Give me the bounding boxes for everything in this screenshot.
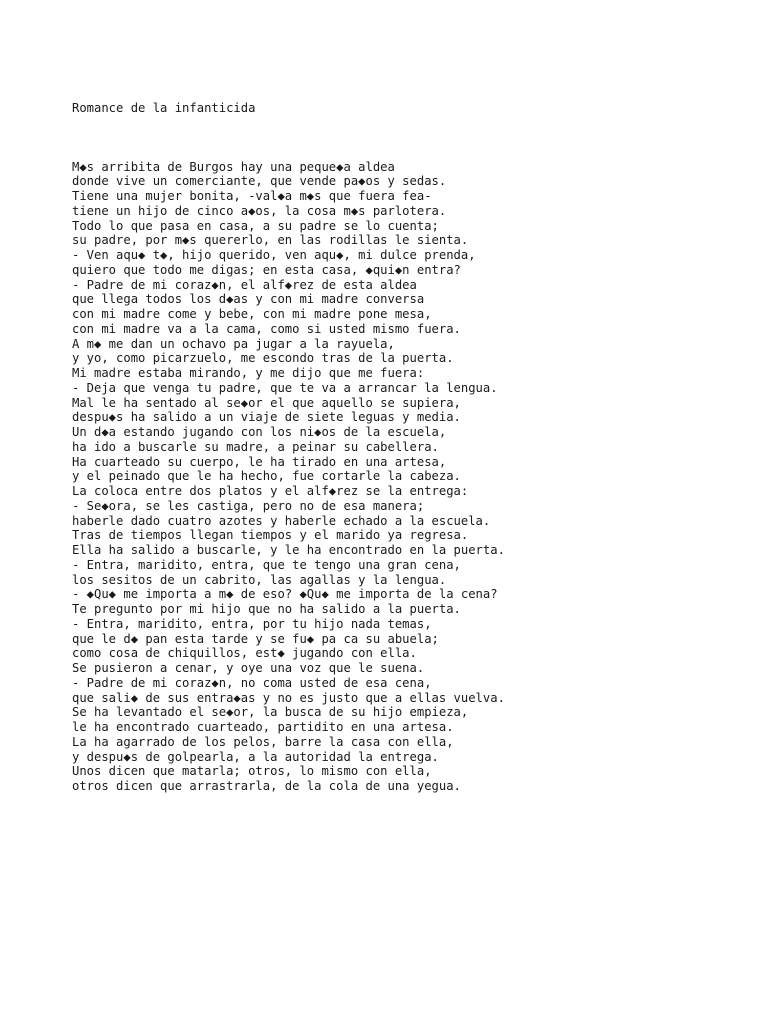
poem-line: Tras de tiempos llegan tiempos y el marido ya regresa.	[72, 528, 469, 543]
poem-line: que sali◆ de sus entra◆as y no es justo que a ellas vuelva.	[72, 690, 505, 705]
poem-line: A m◆ me dan un ochavo pa jugar a la rayuela,	[72, 336, 395, 351]
poem-line: Ella ha salido a buscarle, y le ha encontrado en la puerta.	[72, 543, 505, 557]
poem-line: - Se◆ora, se les castiga, pero no de esa manera;	[72, 498, 425, 513]
poem-line: con mi madre va a la cama, como si usted mismo fuera.	[72, 321, 461, 336]
poem-line: los sesitos de un cabrito, las agallas y la lengua.	[72, 572, 447, 587]
poem-line: Mal le ha sentado al se◆or el que aquello se supiera,	[72, 395, 461, 410]
document-page	[72, 71, 732, 809]
poem-line: su padre, por m◆s quererlo, en las rodillas le sienta.	[72, 233, 469, 248]
poem-line: como cosa de chiquillos, est◆ jugando con ella.	[72, 646, 417, 661]
poem-line: otros dicen que arrastrarla, de la cola de una yegua.	[72, 779, 461, 793]
poem-line: y el peinado que le ha hecho, fue cortarle la cabeza.	[72, 469, 461, 484]
poem-line: donde vive un comerciante, que vende pa◆os y sedas.	[72, 174, 447, 189]
poem-line: Unos dicen que matarla; otros, lo mismo con ella,	[72, 764, 432, 779]
poem-line: Ha cuarteado su cuerpo, le ha tirado en una artesa,	[72, 454, 447, 469]
poem-line: quiero que todo me digas; en esta casa, ◆qui◆n entra?	[72, 262, 461, 277]
poem-line: tiene un hijo de cinco a◆os, la cosa m◆s parlotera.	[72, 203, 447, 218]
poem-line: - ◆Qu◆ me importa a m◆ de eso? ◆Qu◆ me importa de la cena?	[72, 587, 498, 602]
document-title: Romance de la infanticida	[72, 100, 256, 115]
poem-line: Mi madre estaba mirando, y me dijo que me fuera:	[72, 366, 425, 380]
poem-line: - Entra, maridito, entra, que te tengo una gran cena,	[72, 557, 461, 572]
poem-line: haberle dado cuatro azotes y haberle echado a la escuela.	[72, 513, 491, 528]
poem-line: y despu◆s de golpearla, a la autoridad la entrega.	[72, 749, 439, 764]
poem-line: - Ven aqu◆ t◆, hijo querido, ven aqu◆, mi dulce prenda,	[72, 248, 476, 262]
poem-body	[72, 160, 732, 794]
poem-line: Te pregunto por mi hijo que no ha salido a la puerta.	[72, 602, 461, 616]
poem-line: que le d◆ pan esta tarde y se fu◆ pa ca su abuela;	[72, 631, 439, 646]
poem-line: Se pusieron a cenar, y oye una voz que le suena.	[72, 661, 425, 675]
poem-line: Se ha levantado el se◆or, la busca de su hijo empieza,	[72, 705, 469, 720]
poem-line: Un d◆a estando jugando con los ni◆os de la escuela,	[72, 425, 447, 439]
poem-line: La ha agarrado de los pelos, barre la casa con ella,	[72, 734, 454, 749]
poem-line: Todo lo que pasa en casa, a su padre se lo cuenta;	[72, 218, 439, 233]
poem-line: - Deja que venga tu padre, que te va a arrancar la lengua.	[72, 380, 498, 395]
poem-line: - Entra, maridito, entra, por tu hijo nada temas,	[72, 616, 432, 631]
poem-line: - Padre de mi coraz◆n, el alf◆rez de esta aldea	[72, 277, 417, 292]
poem-line: le ha encontrado cuarteado, partidito en una artesa.	[72, 720, 454, 734]
poem-line: que llega todos los d◆as y con mi madre conversa	[72, 292, 425, 307]
poem-line: ha ido a buscarle su madre, a peinar su cabellera.	[72, 439, 439, 454]
poem-line: y yo, como picarzuelo, me escondo tras de la puerta.	[72, 351, 454, 366]
poem-line: despu◆s ha salido a un viaje de siete leguas y media.	[72, 410, 461, 425]
poem-line: M◆s arribita de Burgos hay una peque◆a aldea	[72, 159, 395, 174]
poem-line: Tiene una mujer bonita, -val◆a m◆s que fuera fea-	[72, 189, 432, 203]
poem-line: La coloca entre dos platos y el alf◆rez se la entrega:	[72, 484, 469, 498]
poem-line: con mi madre come y bebe, con mi madre pone mesa,	[72, 307, 432, 321]
poem-line: - Padre de mi coraz◆n, no coma usted de esa cena,	[72, 675, 432, 690]
